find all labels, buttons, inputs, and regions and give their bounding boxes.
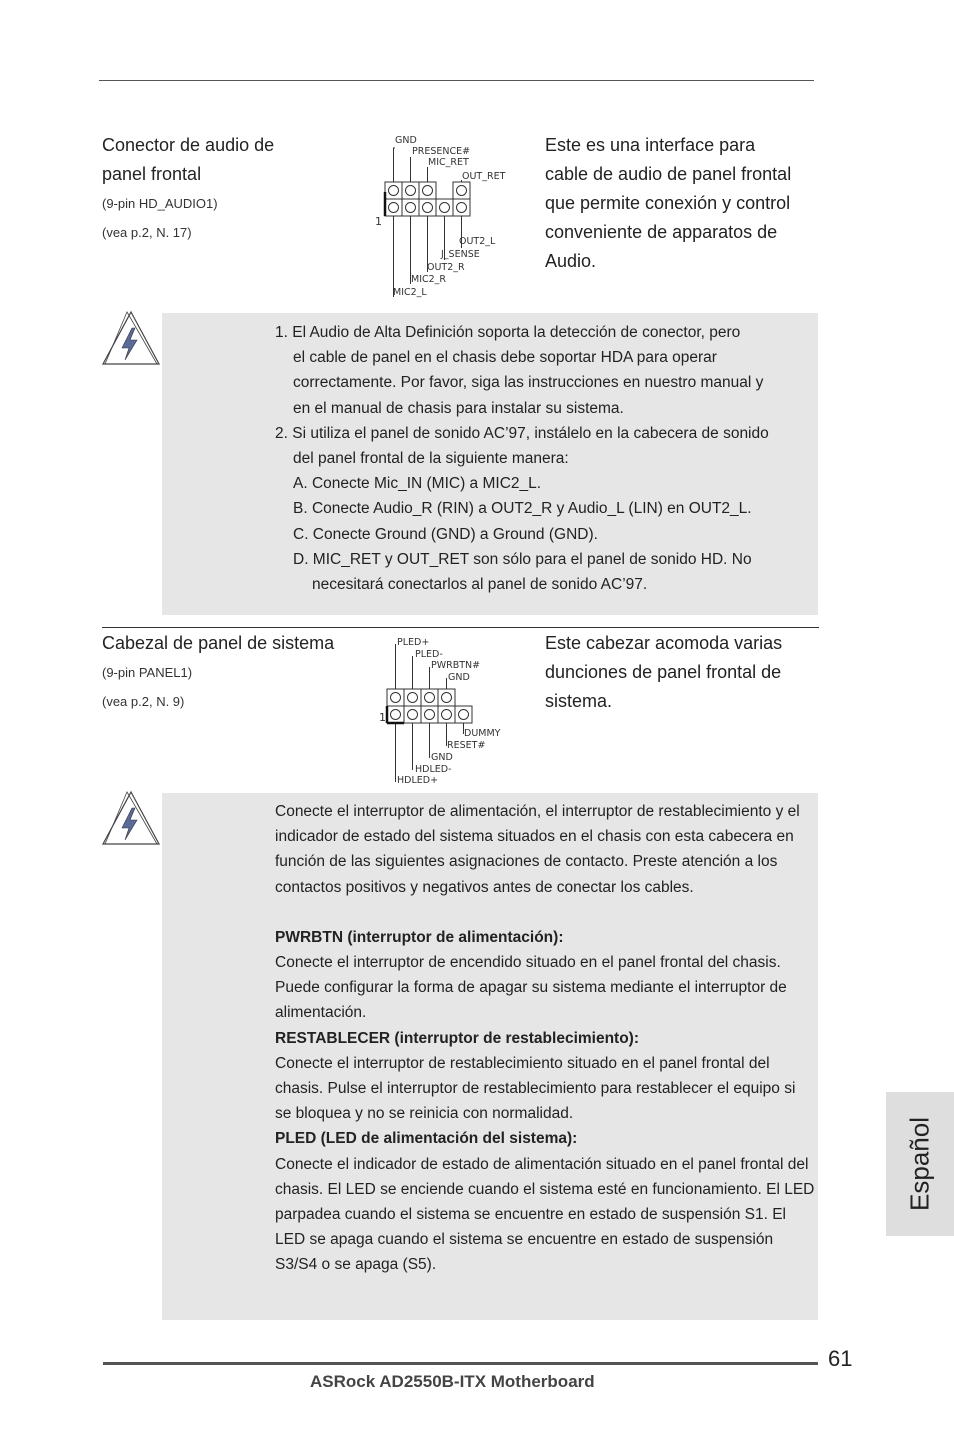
note-subitem-d: D. MIC_RET y OUT_RET son sólo para el panel de sonido HD. No necesitará conectarlos al panel de sonido AC’97. bbox=[293, 550, 752, 594]
panel-ref: (vea p.2, N. 9) bbox=[102, 694, 185, 709]
audio-ref: (vea p.2, N. 17) bbox=[102, 225, 192, 240]
pwrbtn-text: Conecte el interruptor de encendido situado en el panel frontal del chasis. Puede configurar la forma de apagar su sistema mediante el interruptor de alimentación. bbox=[275, 954, 787, 1022]
section-divider bbox=[102, 627, 819, 628]
panel-pin-info: (9-pin PANEL1) bbox=[102, 665, 193, 680]
pin-label-pled-plus: PLED+ bbox=[397, 637, 430, 648]
blank-line bbox=[275, 900, 815, 925]
footer-title: ASRock AD2550B-ITX Motherboard bbox=[310, 1372, 595, 1391]
note-line: correctamente. Por favor, siga las instrucciones en nuestro manual y bbox=[293, 374, 764, 392]
audio-title-line1: Conector de audio de bbox=[102, 135, 275, 155]
warning-icon bbox=[101, 790, 161, 846]
audio-desc-line: Este es una interface para bbox=[545, 135, 756, 155]
pled-heading: PLED (LED de alimentación del sistema): bbox=[275, 1130, 578, 1148]
note-subitem-b: B. Conecte Audio_R (RIN) a OUT2_R y Audio_L (LIN) en OUT2_L. bbox=[293, 500, 752, 518]
pin-label-pled-minus: PLED- bbox=[415, 649, 443, 660]
audio-title-line2: panel frontal bbox=[102, 164, 202, 184]
pin-label-out2-r: OUT2_R bbox=[427, 262, 465, 273]
pin-label-out-ret: OUT_RET bbox=[462, 171, 506, 182]
audio-desc-line: Audio. bbox=[545, 251, 597, 271]
note-item-2 bbox=[275, 421, 815, 471]
pin-label-j-sense: J_SENSE bbox=[441, 249, 480, 260]
pin-label-gnd: GND bbox=[395, 135, 417, 146]
note-line: en el manual de chasis para instalar su sistema. bbox=[293, 399, 624, 417]
pin-label-gnd-top: GND bbox=[448, 672, 470, 683]
warning-icon bbox=[101, 310, 161, 366]
panel-title: Cabezal de panel de sistema bbox=[102, 633, 335, 653]
pin-label-hdled-minus: HDLED- bbox=[415, 764, 452, 775]
language-tab bbox=[886, 1092, 954, 1236]
panel-pin-drawing bbox=[378, 634, 528, 786]
pled-text: Conecte el indicador de estado de alimentación situado en el panel frontal del chasis. El LED se enciende cuando el sistema esté en funcionamiento. El LED parpadea cuando el sistema se encuentre en estado de suspensión S1. El LED se apaga cuando el sistema se encuentre en estado de suspensión S3/S4 o se apaga (S5). bbox=[275, 1155, 815, 1274]
pin-label-mic-ret: MIC_RET bbox=[428, 157, 469, 168]
panel-desc-line: Este cabezar acomoda varias bbox=[545, 633, 783, 653]
note-line: 1. El Audio de Alta Definición soporta la detección de conector, pero bbox=[275, 324, 741, 341]
pin-label-gnd-bottom: GND bbox=[431, 752, 453, 763]
top-rule bbox=[99, 80, 814, 81]
audio-desc-line: que permite conexión y control bbox=[545, 193, 791, 213]
reset-heading: RESTABLECER (interruptor de restablecimiento): bbox=[275, 1029, 640, 1047]
panel-header-diagram bbox=[378, 634, 528, 786]
panel-note-text bbox=[275, 799, 815, 1278]
audio-pin-info: (9-pin HD_AUDIO1) bbox=[102, 196, 218, 211]
note-subitem-c: C. Conecte Ground (GND) a Ground (GND). bbox=[293, 525, 598, 543]
audio-note-text bbox=[275, 320, 815, 597]
panel-section-label bbox=[102, 629, 382, 716]
footer-rule bbox=[103, 1362, 818, 1365]
pwrbtn-heading: PWRBTN (interruptor de alimentación): bbox=[275, 928, 564, 946]
pin-label-out2-l: OUT2_L bbox=[459, 236, 496, 247]
page-number: 61 bbox=[828, 1346, 853, 1371]
panel-description bbox=[545, 629, 825, 716]
pin-label-pwrbtn: PWRBTN# bbox=[431, 660, 481, 671]
reset-text: Conecte el interruptor de restablecimiento situado en el panel frontal del chasis. Pulse el interruptor de restablecimiento para restablecer el equipo si se bloquea y no se reinicia con normalidad. bbox=[275, 1054, 796, 1123]
pin-one-marker: 1 bbox=[379, 711, 386, 724]
pin-label-mic2-l: MIC2_L bbox=[393, 287, 427, 298]
note-line: el cable de panel en el chasis debe soportar HDA para operar bbox=[293, 349, 717, 367]
note-item-1 bbox=[275, 320, 815, 421]
pin-label-mic2-r: MIC2_R bbox=[411, 274, 447, 285]
note-subitem-a: A. Conecte Mic_IN (MIC) a MIC2_L. bbox=[293, 475, 542, 493]
note-line: 2. Si utiliza el panel de sonido AC’97, instálelo en la cabecera de sonido bbox=[275, 424, 769, 442]
language-tab-label: Español bbox=[904, 1117, 935, 1211]
pin-label-hdled-plus: HDLED+ bbox=[397, 775, 439, 786]
audio-section-label bbox=[102, 131, 372, 247]
audio-header-diagram bbox=[372, 132, 522, 304]
panel-note-intro: Conecte el interruptor de alimentación, el interruptor de restablecimiento y el indicador de estado del sistema situados en el chasis con esta cabecera en función de las siguientes asignaciones de contacto. Preste atención a los contactos positivos y negativos antes de conectar los cables. bbox=[275, 803, 800, 896]
pin-label-reset: RESET# bbox=[447, 740, 486, 751]
pin-label-presence: PRESENCE# bbox=[412, 146, 471, 157]
pin-one-marker: 1 bbox=[375, 215, 382, 228]
audio-desc-line: conveniente de apparatos de bbox=[545, 222, 778, 242]
note-line: del panel frontal de la siguiente manera: bbox=[293, 450, 569, 468]
panel-desc-line: dunciones de panel frontal de bbox=[545, 662, 782, 682]
audio-description bbox=[545, 131, 825, 276]
audio-desc-line: cable de audio de panel frontal bbox=[545, 164, 792, 184]
panel-desc-line: sistema. bbox=[545, 691, 613, 711]
pin-label-dummy: DUMMY bbox=[464, 728, 501, 739]
